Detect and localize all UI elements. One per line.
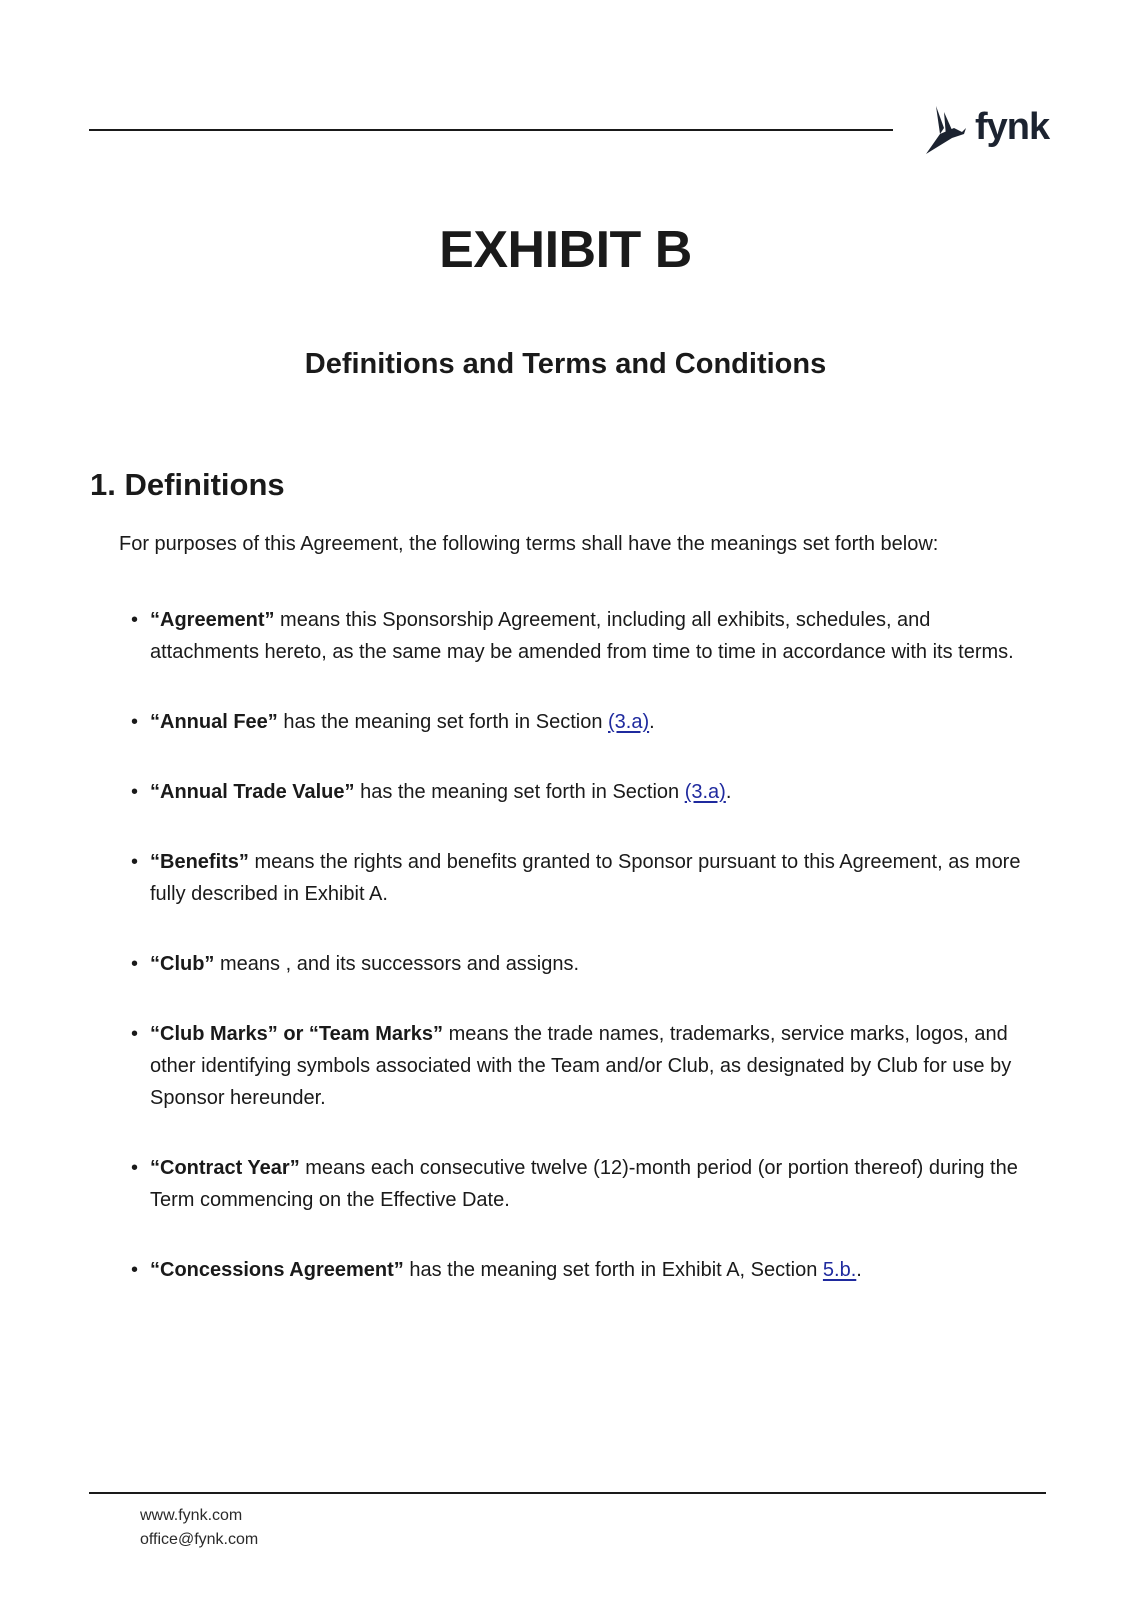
bullet-icon: • <box>131 953 139 975</box>
definition-text-end: . <box>649 711 655 733</box>
definition-term: “Agreement” <box>150 609 275 631</box>
footer-divider <box>89 1492 1046 1494</box>
definition-item <box>131 706 1040 738</box>
definition-text: means the rights and benefits granted to Sponsor pursuant to this Agreement, as more fully described in Exhibit A. <box>150 851 1021 905</box>
definition-term: “Concessions Agreement” <box>150 1259 404 1281</box>
section-reference-link[interactable]: 5.b. <box>822 1259 857 1281</box>
definition-term: “Annual Trade Value” <box>150 781 355 803</box>
definition-text: means this Sponsorship Agreement, including all exhibits, schedules, and attachments hereto, as the same may be amended from time to time in accordance with its terms. <box>150 609 1014 663</box>
page-title: EXHIBIT B <box>439 221 692 279</box>
section-intro: For purposes of this Agreement, the following terms shall have the meanings set forth below: <box>119 533 939 555</box>
definition-term: “Annual Fee” <box>150 711 278 733</box>
definition-text: has the meaning set forth in Section <box>277 711 608 733</box>
definition-item <box>131 948 1040 980</box>
section-reference-link[interactable]: (3.a) <box>684 781 726 803</box>
definition-item <box>131 776 1040 808</box>
definition-item <box>131 1018 1040 1114</box>
bullet-icon: • <box>131 1259 139 1281</box>
section-reference-link[interactable]: (3.a) <box>608 711 650 733</box>
definition-text: has the meaning set forth in Exhibit A, Section <box>403 1259 823 1281</box>
definition-text-end: . <box>856 1259 862 1281</box>
footer-website: www.fynk.com <box>140 1507 243 1524</box>
definition-text: has the meaning set forth in Section <box>354 781 685 803</box>
definition-text-end: . <box>725 781 732 803</box>
page-subtitle: Definitions and Terms and Conditions <box>304 348 827 380</box>
definition-text: means the trade names, trademarks, service marks, logos, and other identifying symbols associated with the Team and/or Club, as designated by Club for use by Sponsor hereunder. <box>150 1023 1012 1109</box>
definition-term: “Club Marks” or “Team Marks” <box>150 1023 444 1045</box>
definition-term: “Benefits” <box>150 851 249 873</box>
definition-item <box>131 1254 1040 1286</box>
definition-item <box>131 604 1040 668</box>
footer-email: office@fynk.com <box>140 1531 259 1548</box>
definition-text: means each consecutive twelve (12)-month period (or portion thereof) during the Term commencing on the Effective Date. <box>150 1157 1018 1211</box>
bullet-icon: • <box>131 1023 139 1045</box>
header-divider <box>89 129 893 131</box>
logo-wordmark: fynk <box>975 106 1050 148</box>
definition-item <box>131 846 1040 910</box>
bullet-icon: • <box>131 851 139 873</box>
section-heading: 1. Definitions <box>90 467 285 502</box>
bird-icon <box>922 104 974 156</box>
bullet-icon: • <box>131 781 139 803</box>
definition-item <box>131 1152 1040 1216</box>
bullet-icon: • <box>131 609 139 631</box>
definitions-list <box>131 604 1040 1324</box>
fynk-logo <box>922 104 1052 160</box>
bullet-icon: • <box>131 1157 139 1179</box>
definition-term: “Club” <box>150 953 215 975</box>
definition-term: “Contract Year” <box>150 1157 300 1179</box>
definition-text: means , and its successors and assigns. <box>214 953 580 975</box>
bullet-icon: • <box>131 711 139 733</box>
